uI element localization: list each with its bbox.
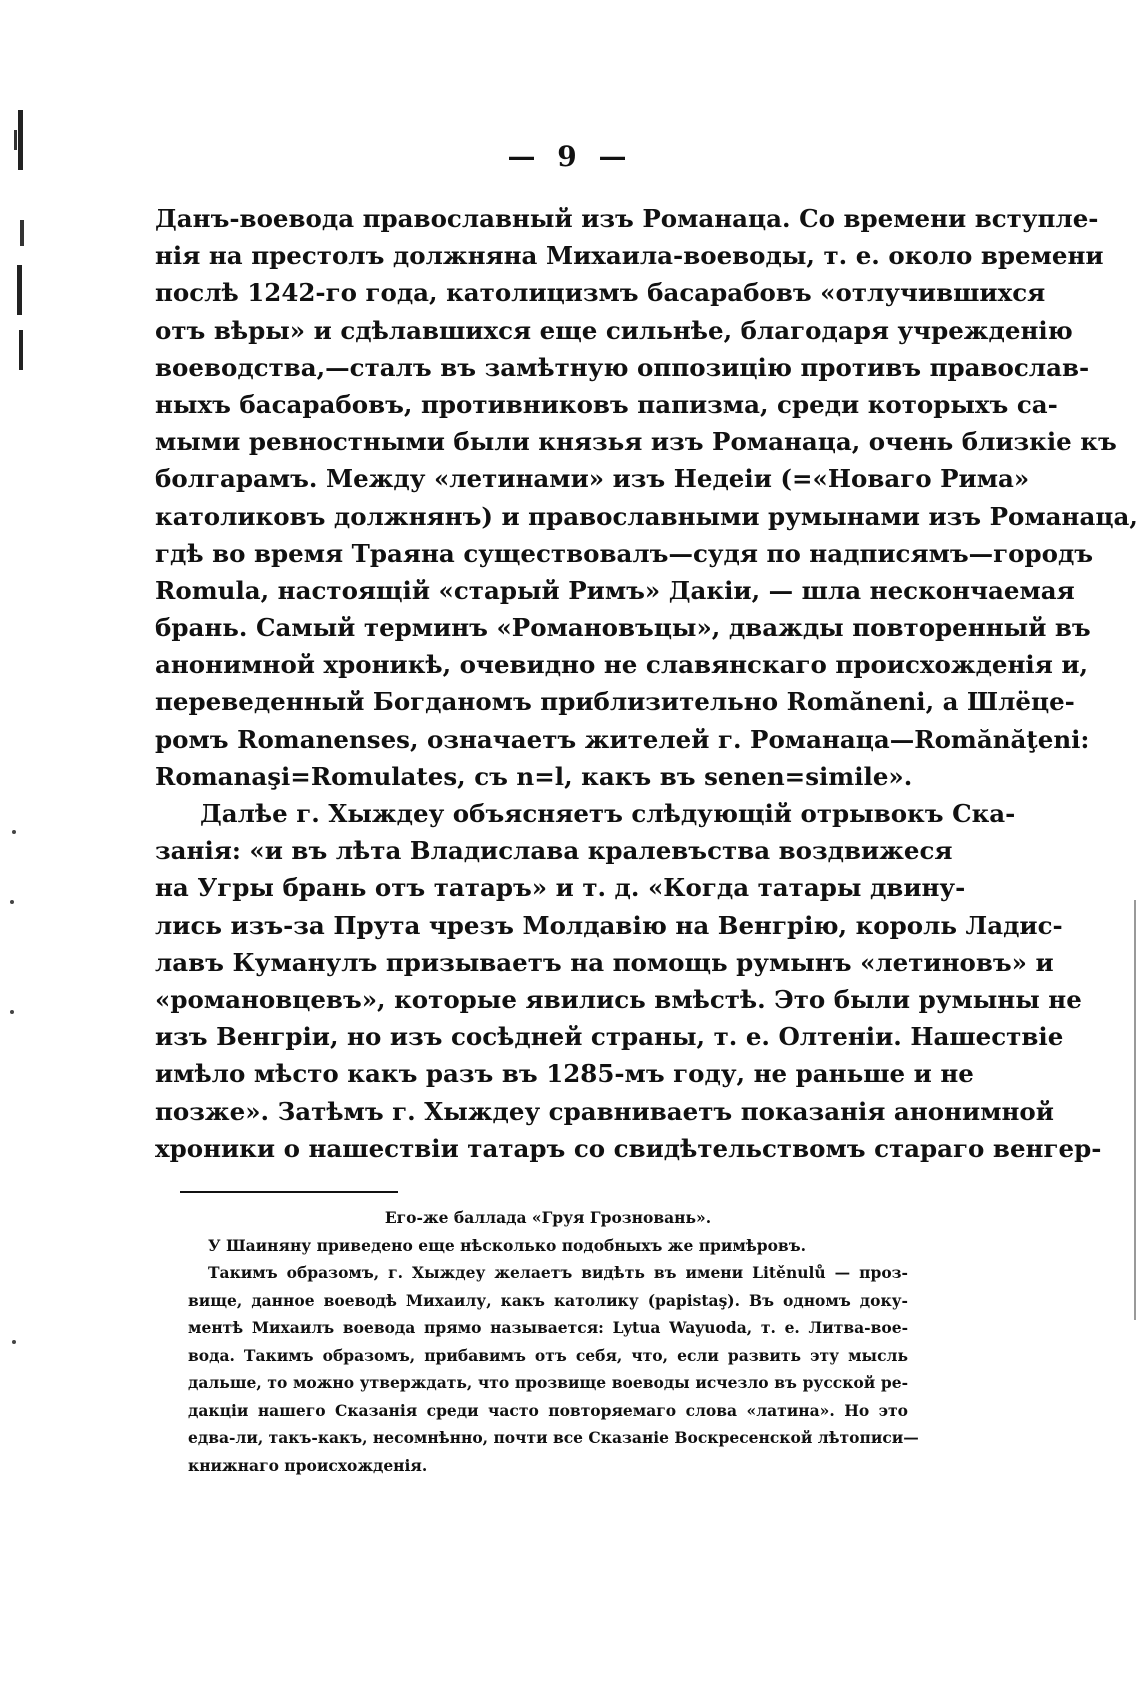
body-line: воеводства,—сталъ въ замѣтную оппозицію противъ православ- [155, 352, 1090, 382]
footnote-line: едва-ли, такъ-какъ, несомнѣнно, почти все Сказаніе Воскресенской лѣтописи— [188, 1428, 919, 1447]
footnote-line: книжнаго происхожденія. [188, 1455, 428, 1475]
footnote-line: Такимъ образомъ, г. Хыждеу желаетъ видѣть въ имени Litěnulů — проз- [208, 1263, 908, 1282]
footnote-line: вода. Такимъ образомъ, прибавимъ отъ себя, что, если развить эту мысль [188, 1345, 908, 1365]
body-line: брань. Самый терминъ «Романовъцы», дважды повторенный въ [155, 613, 1091, 643]
body-line: нія на престолъ должняна Михаила-воеводы, т. е. около времени [155, 241, 1104, 271]
body-line: хроники о нашествіи татаръ со свидѣтельствомъ стараго венгер- [155, 1133, 1102, 1163]
body-line: католиковъ должнянъ) и православными румынами изъ Романаца, [155, 501, 1138, 531]
footnote-line: Его-же баллада «Груя Грозновань». [384, 1208, 712, 1227]
body-line: «романовцевъ», которые явились вмѣстѣ. Это были румыны не [155, 984, 1082, 1014]
body-line: лись изъ-за Прута чрезъ Молдавію на Венгрію, король Ладис- [155, 910, 1063, 940]
stray-dot [12, 1340, 16, 1344]
stray-dot [12, 830, 16, 834]
body-line: Далѣе г. Хыждеу объясняетъ слѣдующій отрывокъ Ска- [200, 799, 1016, 828]
body-line: мыми ревностными были князья изъ Романаца, очень близкіе къ [155, 427, 1117, 457]
stray-dot [10, 900, 14, 904]
footnote-line: вище, данное воеводѣ Михаилу, какъ католику (papistaş). Въ одномъ доку- [188, 1290, 908, 1310]
main-text [155, 200, 1138, 1167]
body-line: на Угры брань отъ татаръ» и т. д. «Когда татары двину- [155, 873, 966, 903]
margin-scan-marks [8, 80, 34, 410]
stray-dot [10, 1010, 14, 1014]
footnote-separator [180, 1191, 398, 1193]
footnote-line: дакціи нашего Сказанія среди часто повторяемаго слова «латина». Но это [188, 1400, 908, 1420]
body-line: лавъ Куманулъ призываетъ на помощь румынъ «летиновъ» и [155, 947, 1054, 977]
body-line: Romula, настоящій «старый Римъ» Дакіи, — шла нескончаемая [155, 575, 1075, 605]
body-line: Данъ-воевода православный изъ Романаца. Со времени вступле- [155, 204, 1099, 233]
body-line: послѣ 1242-го года, католицизмъ басарабовъ «отлучившихся [155, 278, 1046, 308]
body-line: Romanaşi=Romulates, съ n=l, какъ въ senen=simile». [155, 761, 913, 791]
footnote-line: ментѣ Михаилъ воевода прямо называется: Lytua Wayuoda, т. е. Литва-вое- [188, 1318, 908, 1337]
body-line: имѣло мѣсто какъ разъ въ 1285-мъ году, не раньше и не [155, 1059, 974, 1089]
body-line: отъ вѣры» и сдѣлавшихся еще сильнѣе, благодаря учрежденію [155, 315, 1073, 345]
body-line: анонимной хроникѣ, очевидно не славянскаго происхожденія и, [155, 650, 1089, 680]
body-line: болгарамъ. Между «летинами» изъ Недеіи (=«Новаго Рима» [155, 464, 1030, 494]
body-line: гдѣ во время Траяна существовалъ—судя по надписямъ—городъ [155, 538, 1094, 568]
body-line: позже». Затѣмъ г. Хыждеу сравниваетъ показанія анонимной [155, 1096, 1054, 1126]
body-line: занія: «и въ лѣта Владислава кралевъства воздвижеся [155, 836, 953, 866]
footnotes [188, 1204, 919, 1479]
page-number: — 9 — [507, 140, 633, 173]
body-line: ромъ Romanenses, означаетъ жителей г. Романаца—Romănăţeni: [155, 724, 1090, 754]
body-line: переведенный Богданомъ приблизительно Romăneni, а Шлёце- [155, 687, 1075, 717]
body-line: изъ Венгріи, но изъ сосѣдней страны, т. е. Олтеніи. Нашествіе [155, 1022, 1064, 1052]
footnote-line: У Шаиняну приведено еще нѣсколько подобныхъ же примѣровъ. [208, 1235, 806, 1255]
footnote-line: дальше, то можно утверждать, что прозвище воеводы исчезло въ русской ре- [188, 1373, 908, 1392]
body-line: ныхъ басарабовъ, противниковъ папизма, среди которыхъ са- [155, 389, 1058, 419]
page-edge-line [1134, 900, 1136, 1320]
